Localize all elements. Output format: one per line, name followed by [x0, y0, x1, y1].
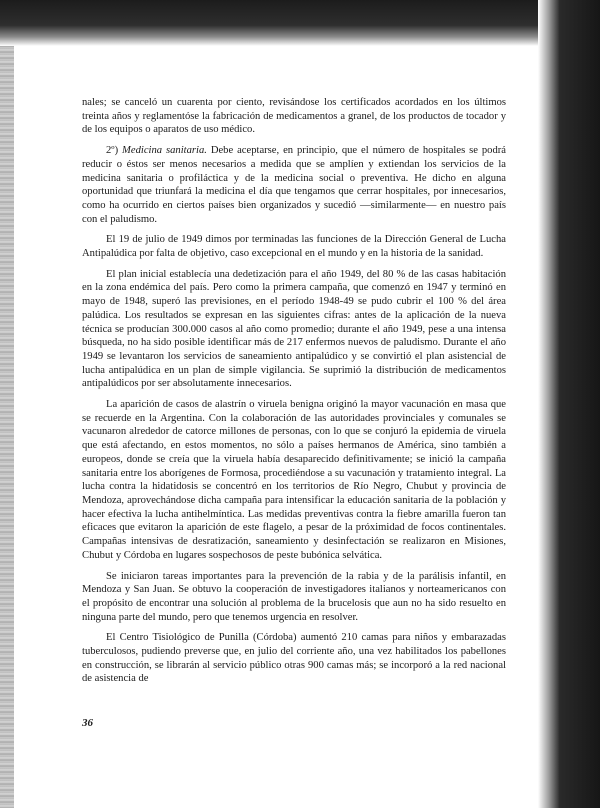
paragraph [82, 233, 506, 260]
paragraph-text: La aparición de casos de alastrín o viruela benigna originó la mayor vacunación en masa que se recuerde en la Argentina. Con la colaboración de las autoridades provinciales y comunales se vacunaron alrededor de catorce millones de personas, con lo que se conjuró la epidemia de viruela que está afectando, en estos momentos, no sólo a países hermanos de América, sino también a europeos, donde se creía que la viruela había desaparecido definitivamente; se inició la campaña sanitaria entre los aborígenes de Formosa, procediéndose a su vacunación y tratamiento integral. La lucha contra la hidatidosis se concentró en los territorios de Río Negro, Chubut y provincia de Mendoza, aprovechándose dicha campaña para intensificar la educación sanitaria de la población y hacer efectiva la lucha antihelmíntica. Las medidas preventivas contra la fiebre amarilla fueron tan eficaces que evitaron la aparición de este flagelo, a pesar de la próximidad de focos continentales. Campañas intensivas de desratización, saneamiento y desinfectación se realizaron en Misiones, Chubut y Córdoba en lugares sospechosos de peste bubónica selvática. [82, 399, 506, 561]
paragraph [82, 398, 506, 562]
paragraph-text: El 19 de julio de 1949 dimos por terminadas las funciones de la Dirección General de Lucha Antipalúdica por falta de objetivo, caso excepcional en el mundo y en la historia de la sanidad. [82, 234, 506, 260]
scan-right-edge [538, 0, 600, 808]
page-body [82, 96, 506, 693]
paragraph-text: nales; se canceló un cuarenta por ciento, revisándose los certificados acordados en los últimos treinta años y reglamentóse la fabricación de medicamentos a granel, de los productos de tocador y de los equipos o aparatos de uso médico. [82, 97, 506, 136]
paragraph [82, 268, 506, 391]
paragraph-text: El plan inicial establecía una dedetización para el año 1949, del 80 % de las casas habitación en la zona endémica del país. Pero como la primera campaña, que comenzó en 1947 y terminó en mayo de 1948, superó las previsiones, en el período 1948-49 se pudo cubrir el 100 % del área palúdica. Los resultados se expresan en las siguientes cifras: antes de la aplicación de la nueva técnica se producían 300.000 casos al año como promedio; durante el año 1949, pese a una intensa búsqueda, no ha sido posible identificar más de 217 enfermos nuevos de paludismo. Durante el año 1949 se levantaron los servicios de saneamiento antipalúdico y se convirtió el plan asistencial de lucha antipalúdica en un plan de simple vigilancia. Se suprimió la distribución de medicamentos antipalúdicos por ser absolutamente innecesarios. [82, 268, 506, 390]
page-number: 36 [82, 717, 93, 729]
section-title: Medicina sanitaria. [122, 145, 207, 157]
scan-top-edge [0, 0, 600, 46]
paragraph [82, 631, 506, 686]
paragraph-text: Se iniciaron tareas importantes para la prevención de la rabia y de la parálisis infantil, en Mendoza y San Juan. Se obtuvo la cooperación de investigadores italianos y norteamericanos con el propósito de encontrar una solución al problema de la brucelosis que aun no ha sido resuelto en ninguna parte del mundo, pero que tenemos urgencia en resolver. [82, 570, 506, 623]
paragraph-text: El Centro Tisiológico de Punilla (Córdoba) aumentó 210 camas para niños y embarazadas tuberculosos, pudiendo preverse que, en julio del corriente año, una vez habilitados los pabellones en construcción, se librarán al servicio público otras 900 camas más; se incorporó a la red nacional de asistencia de [82, 632, 506, 685]
paragraph-medicina-sanitaria [82, 144, 506, 226]
paragraph-continuation [82, 96, 506, 137]
paragraph-text: Debe aceptarse, en principio, que el número de hospitales se podrá reducir o éstos ser menos necesarios a medida que se amplíen y extiendan los servicios de la medicina sanitaria o profiláctica y de la medicina social o preventiva. He dicho en alguna oportunidad que triunfará la medicina el día que tengamos que cerrar hospitales, por innecesarios, como ha ocurrido en ciertos países bien organizados y sucedió —similarmente— en nuestro país con el paludismo. [82, 145, 506, 225]
scan-left-edge [0, 0, 14, 808]
section-number: 2º) [106, 145, 123, 157]
paragraph [82, 570, 506, 625]
